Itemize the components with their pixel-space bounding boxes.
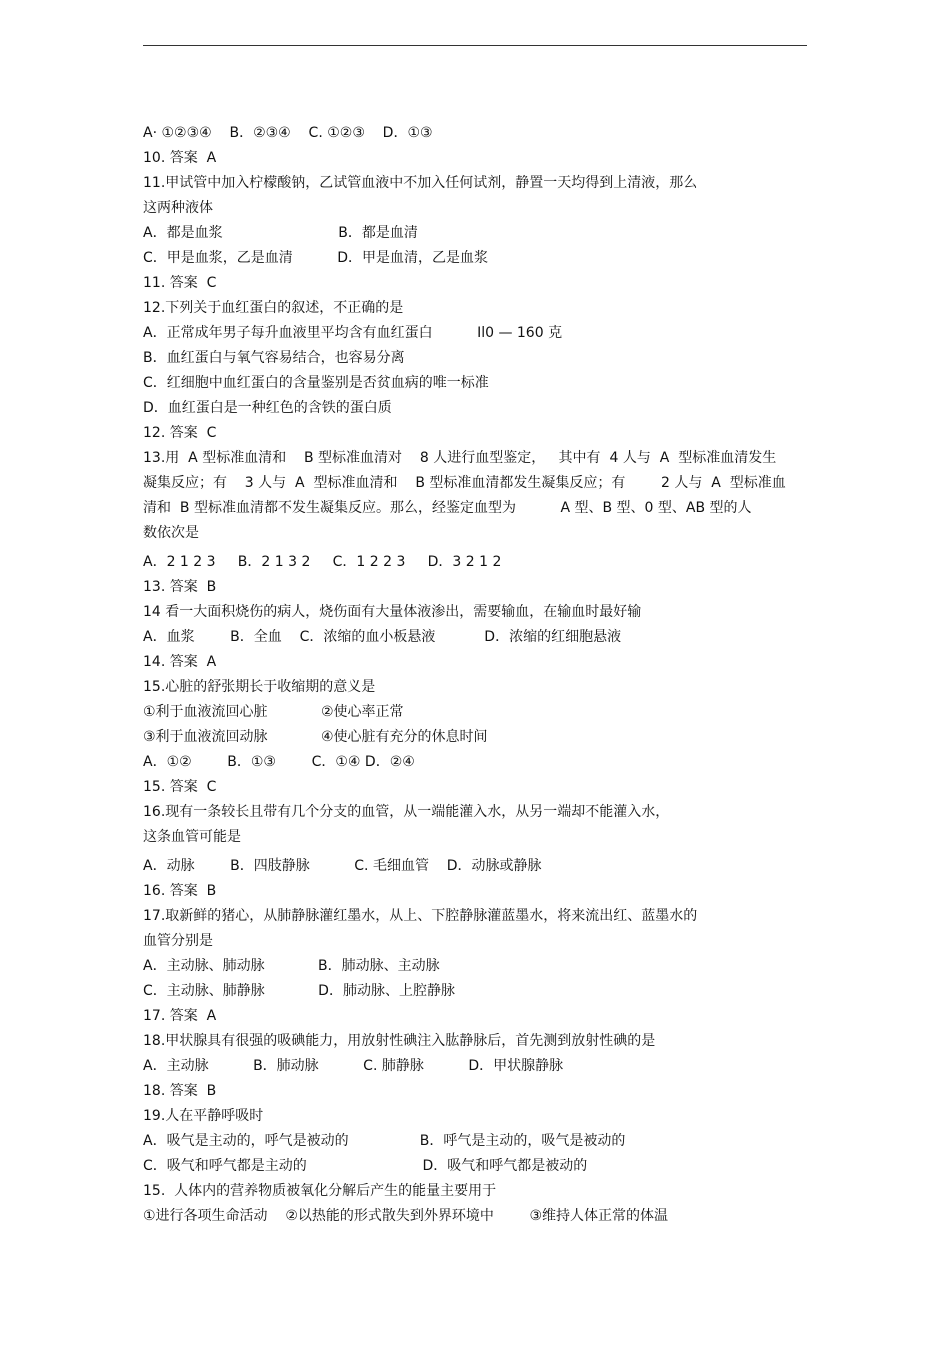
options-q14: A．血浆 B．全血 C．浓缩的血小板悬液 D．浓缩的红细胞悬液 [143, 629, 622, 645]
question-15b: 15. 人体内的营养物质被氧化分解后产生的能量主要用于 [143, 1183, 497, 1199]
options-q19-ab: A．吸气是主动的，呼气是被动的 B．呼气是主动的，吸气是被动的 [143, 1133, 626, 1149]
options-q11-ab: A．都是血浆 B．都是血清 [143, 225, 418, 241]
header-rule [143, 45, 807, 46]
question-11-cont: 这两种液体 [143, 200, 213, 216]
options-q15: A．①② B．①③ C．①④ D．②④ [143, 754, 415, 770]
statements-q15-b: ③利于血液流回动脉 ④使心脏有充分的休息时间 [143, 729, 488, 745]
options-q19-cd: C．吸气和呼气都是主动的 D．吸气和呼气都是被动的 [143, 1158, 588, 1174]
question-19: 19.人在平静呼吸时 [143, 1108, 264, 1124]
question-13: 13.用 A 型标准血清和 B 型标准血清对 8 人进行血型鉴定， 其中有 4 人与 A 型标准血清发生 [143, 450, 777, 466]
question-17-cont: 血管分别是 [143, 933, 213, 949]
option-q12-b: B．血红蛋白与氧气容易结合，也容易分离 [143, 350, 405, 366]
options-q9: A· ①②③④ B．②③④ C. ①②③ D．①③ [143, 125, 433, 141]
question-13-cont-1: 凝集反应；有 3 人与 A 型标准血清和 B 型标准血清都发生凝集反应；有 2 人与 A 型标准血 [143, 475, 786, 491]
question-13-cont-3: 数依次是 [143, 525, 199, 541]
statements-q15b: ①进行各项生命活动 ②以热能的形式散失到外界环境中 ③维持人体正常的体温 [143, 1208, 669, 1224]
question-15: 15.心脏的舒张期长于收缩期的意义是 [143, 679, 376, 695]
question-11: 11.甲试管中加入柠檬酸钠，乙试管血液中不加入任何试剂，静置一天均得到上清液，那么 [143, 175, 698, 191]
document-body [143, 121, 813, 1229]
options-q16: A．动脉 B．四肢静脉 C. 毛细血管 D．动脉或静脉 [143, 858, 542, 874]
options-q17-cd: C．主动脉、肺静脉 D．肺动脉、上腔静脉 [143, 983, 455, 999]
answer-q13: 13. 答案 B [143, 579, 217, 595]
option-q12-a: A．正常成年男子每升血液里平均含有血红蛋白 Ⅰl0 — 160 克 [143, 325, 563, 341]
question-17: 17.取新鲜的猪心，从肺静脉灌红墨水，从上、下腔静脉灌蓝墨水，将来流出红、蓝墨水的 [143, 908, 698, 924]
answer-q11: 11. 答案 C [143, 275, 217, 291]
answer-q10: 10. 答案 A [143, 150, 217, 166]
option-q12-d: D．血红蛋白是一种红色的含铁的蛋白质 [143, 400, 392, 416]
option-q12-c: C．红细胞中血红蛋白的含量鉴别是否贫血病的唯一标准 [143, 375, 489, 391]
question-13-cont-2: 清和 B 型标准血清都不发生凝集反应。那么，经鉴定血型为 A 型、B 型、0 型、AB 型的人 [143, 500, 752, 516]
options-q13: A．2 1 2 3 B．2 1 3 2 C．1 2 2 3 D．3 2 1 2 [143, 554, 502, 570]
question-16-cont: 这条血管可能是 [143, 829, 241, 845]
answer-q16: 16. 答案 B [143, 883, 217, 899]
answer-q14: 14. 答案 A [143, 654, 217, 670]
statements-q15-a: ①利于血液流回心脏 ②使心率正常 [143, 704, 404, 720]
question-14: 14 看一大面积烧伤的病人，烧伤面有大量体液渗出，需要输血，在输血时最好输 [143, 604, 642, 620]
question-16: 16.现有一条较长且带有几个分支的血管，从一端能灌入水，从另一端却不能灌入水， [143, 804, 670, 820]
answer-q17: 17. 答案 A [143, 1008, 217, 1024]
options-q17-ab: A．主动脉、肺动脉 B．肺动脉、主动脉 [143, 958, 440, 974]
question-12: 12.下列关于血红蛋白的叙述，不正确的是 [143, 300, 404, 316]
options-q11-cd: C．甲是血浆，乙是血清 D．甲是血清，乙是血浆 [143, 250, 489, 266]
question-18: 18.甲状腺具有很强的吸碘能力，用放射性碘注入肱静脉后，首先测到放射性碘的是 [143, 1033, 656, 1049]
answer-q15: 15. 答案 C [143, 779, 217, 795]
answer-q12: 12. 答案 C [143, 425, 217, 441]
options-q18: A．主动脉 B．肺动脉 C. 肺静脉 D．甲状腺静脉 [143, 1058, 564, 1074]
answer-q18: 18. 答案 B [143, 1083, 217, 1099]
